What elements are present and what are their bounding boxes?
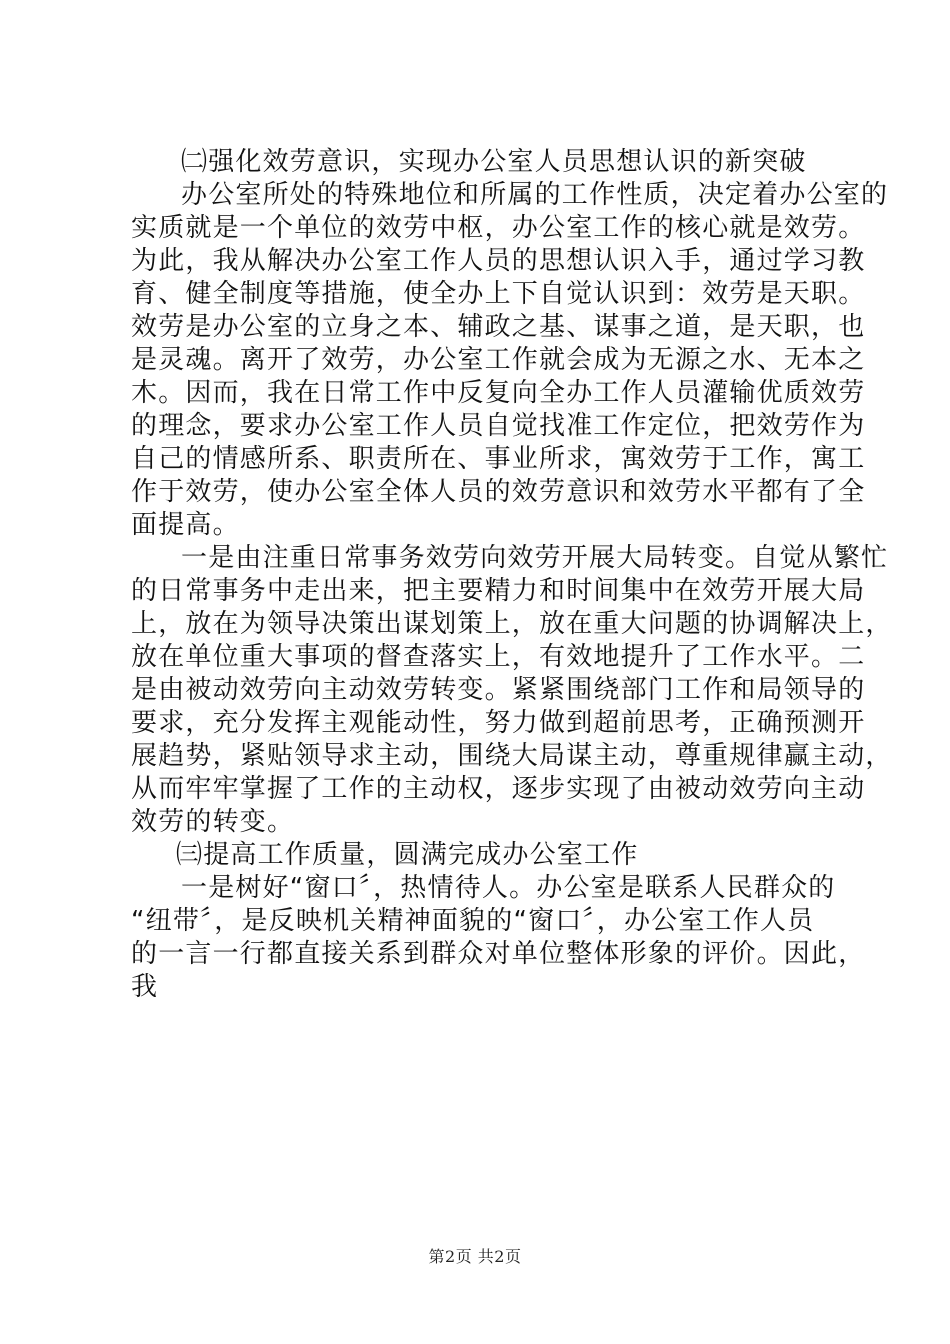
paragraph-line: 效劳的转变。 xyxy=(131,807,295,837)
page-number-footer: 第2页 共2页 xyxy=(428,1247,522,1266)
paragraph-line: 一是树好“窗口〞，热情待人。办公室是联系人民群众的 xyxy=(181,873,836,903)
paragraph-line: 展趋势，紧贴领导求主动，围绕大局谋主动，尊重规律赢主动， xyxy=(131,741,893,771)
paragraph-line: 木。因而，我在日常工作中反复向全办工作人员灌输优质效劳 xyxy=(131,378,866,408)
paragraph-line: “纽带〞，是反映机关精神面貌的“窗口〞，办公室工作人员 xyxy=(131,906,815,936)
paragraph-line: 是由被动效劳向主动效劳转变。紧紧围绕部门工作和局领导的 xyxy=(131,675,866,705)
paragraph-line: 自己的情感所系、职责所在、事业所求，寓效劳于工作，寓工 xyxy=(131,444,866,474)
document-body xyxy=(131,146,893,1004)
paragraph-line: 上，放在为领导决策出谋划策上，放在重大问题的协调解决上， xyxy=(131,609,893,639)
paragraph-line: 的日常事务中走出来，把主要精力和时间集中在效劳开展大局 xyxy=(131,576,866,606)
paragraph-line: 的理念，要求办公室工作人员自觉找准工作定位，把效劳作为 xyxy=(131,411,866,441)
paragraph-line: 实质就是一个单位的效劳中枢，办公室工作的核心就是效劳。 xyxy=(131,213,866,243)
paragraph-line: 放在单位重大事项的督查落实上，有效地提升了工作水平。二 xyxy=(131,642,866,672)
paragraph-line: 为此，我从解决办公室工作人员的思想认识入手，通过学习教 xyxy=(131,246,866,276)
paragraph-line: 面提高。 xyxy=(131,510,240,540)
paragraph-line: 育、健全制度等措施，使全办上下自觉认识到：效劳是天职。 xyxy=(131,279,866,309)
paragraph-line: 的一言一行都直接关系到群众对单位整体形象的评价。因此， xyxy=(131,939,866,969)
paragraph-line: 作于效劳，使办公室全体人员的效劳意识和效劳水平都有了全 xyxy=(131,477,866,507)
paragraph-line: 办公室所处的特殊地位和所属的工作性质，决定着办公室的 xyxy=(181,180,889,210)
paragraph-line: 效劳是办公室的立身之本、辅政之基、谋事之道，是天职，也 xyxy=(131,312,866,342)
paragraph-line: 要求，充分发挥主观能动性，努力做到超前思考，正确预测开 xyxy=(131,708,866,738)
section-heading-3: ㈢提高工作质量，圆满完成办公室工作 xyxy=(176,840,639,870)
paragraph-line: 我 xyxy=(131,972,159,1002)
paragraph-line: 从而牢牢掌握了工作的主动权，逐步实现了由被动效劳向主动 xyxy=(131,774,866,804)
paragraph-line: 是灵魂。离开了效劳，办公室工作就会成为无源之水、无本之 xyxy=(131,345,866,375)
section-heading-2: ㈡强化效劳意识，实现办公室人员思想认识的新突破 xyxy=(181,147,807,177)
paragraph-line: 一是由注重日常事务效劳向效劳开展大局转变。自觉从繁忙 xyxy=(181,543,889,573)
